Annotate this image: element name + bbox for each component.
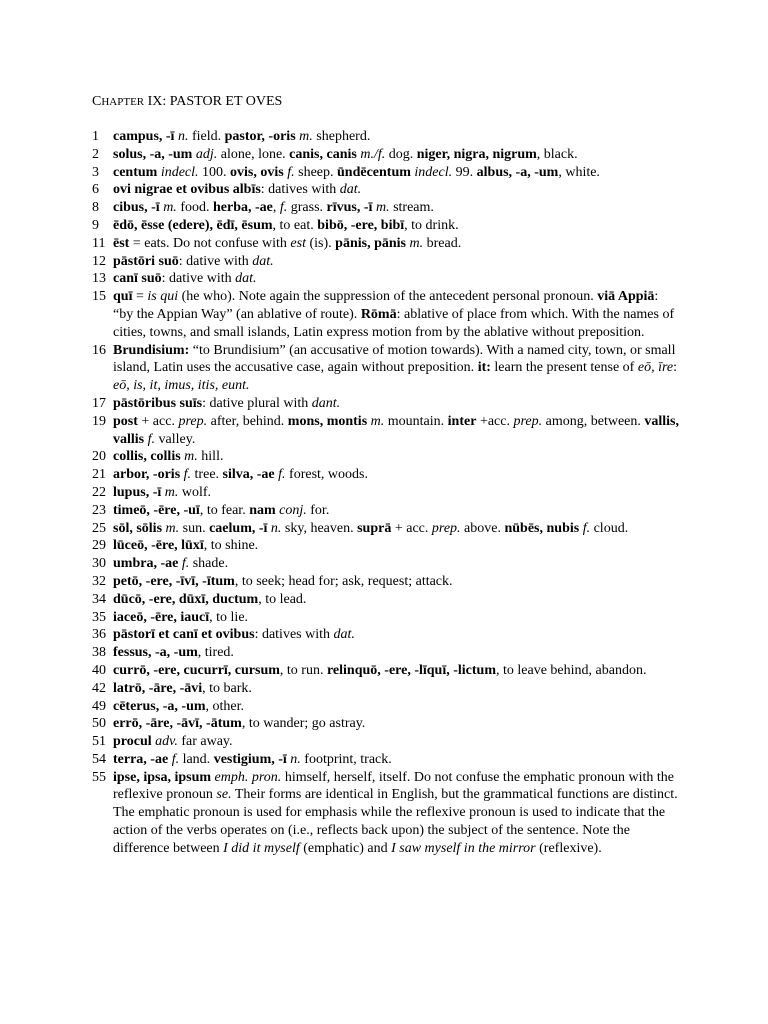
note-gloss: “to Brundisium” (an accusative of motion towards). With a named city, town, or small island, Latin uses the accusative case, again without preposition. bbox=[113, 342, 676, 376]
note-headword: cēterus, -a, -um bbox=[113, 698, 206, 714]
note-headword: Rōmā bbox=[360, 306, 397, 322]
note-headword: vallis, vallis bbox=[113, 413, 680, 447]
note-entry bbox=[92, 448, 682, 466]
note-headword: pāstōribus suīs bbox=[113, 395, 203, 411]
note-text bbox=[113, 555, 682, 573]
note-gloss: cloud. bbox=[590, 520, 629, 536]
note-gloss: sheep. bbox=[294, 164, 338, 180]
note-headword: ēdō, ēsse (edere), ēdī, ēsum bbox=[113, 217, 273, 233]
note-headword: fessus, -a, -um bbox=[113, 645, 198, 661]
note-gloss: 99. bbox=[452, 164, 477, 180]
note-headword: dūcō, -ere, dūxī, ductum bbox=[113, 591, 259, 607]
note-gloss: , tired. bbox=[197, 645, 234, 661]
note-gloss: far away. bbox=[177, 734, 233, 750]
note-headword: quī bbox=[113, 289, 133, 305]
note-text bbox=[113, 662, 682, 680]
note-entry bbox=[92, 484, 682, 502]
commentary-notes bbox=[92, 128, 682, 858]
note-italic-text: dat. bbox=[252, 253, 274, 269]
note-entry bbox=[92, 199, 682, 217]
note-text bbox=[113, 253, 682, 271]
note-gloss: , to bark. bbox=[202, 680, 252, 696]
note-gloss: + acc. bbox=[137, 413, 179, 429]
note-line-number: 50 bbox=[92, 716, 106, 732]
note-italic-text: m. bbox=[165, 520, 180, 536]
note-entry bbox=[92, 555, 682, 573]
note-italic-text: I did it myself bbox=[223, 840, 300, 856]
note-text bbox=[113, 181, 682, 199]
note-italic-text: adv. bbox=[155, 734, 178, 750]
note-gloss: valley. bbox=[155, 431, 196, 447]
note-entry bbox=[92, 537, 682, 555]
note-headword: sōl, sōlis bbox=[113, 520, 163, 536]
note-text bbox=[113, 342, 682, 395]
chapter-label-initial: C bbox=[92, 94, 102, 109]
note-gloss: : dative with bbox=[178, 253, 253, 269]
note-headword: ovis, ovis bbox=[230, 164, 284, 180]
note-headword: lupus, -ī bbox=[113, 484, 162, 500]
note-entry bbox=[92, 715, 682, 733]
note-entry bbox=[92, 217, 682, 235]
note-text bbox=[113, 288, 682, 341]
note-line-number: 20 bbox=[92, 449, 106, 465]
note-italic-text: dant. bbox=[311, 395, 341, 411]
note-headword: solus, -a, -um bbox=[113, 146, 193, 162]
note-gloss: = bbox=[132, 289, 148, 305]
note-headword: albus, -a, -um bbox=[476, 164, 559, 180]
note-headword: collis, collis bbox=[113, 449, 181, 465]
note-italic-text: n. bbox=[270, 520, 282, 536]
note-gloss: + acc. bbox=[391, 520, 432, 536]
note-gloss: , to drink. bbox=[404, 217, 459, 233]
note-gloss: tree. bbox=[191, 467, 223, 483]
note-line-number: 40 bbox=[92, 662, 106, 678]
note-entry bbox=[92, 644, 682, 662]
note-text bbox=[113, 466, 682, 484]
note-headword: nūbēs, nubis bbox=[504, 520, 580, 536]
note-entry bbox=[92, 626, 682, 644]
note-gloss: shepherd. bbox=[312, 129, 371, 144]
note-headword: terra, -ae bbox=[113, 751, 169, 767]
note-gloss: learn the present tense of bbox=[490, 360, 638, 376]
note-italic-text: f. bbox=[287, 164, 295, 180]
note-italic-text: I saw myself in the mirror bbox=[391, 840, 536, 856]
note-text bbox=[113, 680, 682, 698]
note-gloss: (he who). Note again the suppression of the antecedent personal pronoun. bbox=[178, 289, 598, 305]
note-headword: currō, -ere, cucurrī, cursum bbox=[113, 662, 280, 678]
note-italic-text: se. bbox=[216, 787, 232, 803]
note-headword: post bbox=[113, 413, 138, 429]
note-gloss: , black. bbox=[536, 146, 578, 162]
note-text bbox=[113, 591, 682, 609]
note-gloss: 100. bbox=[198, 164, 231, 180]
note-entry bbox=[92, 128, 682, 146]
note-headword: procul bbox=[113, 734, 152, 750]
note-line-number: 29 bbox=[92, 538, 106, 554]
note-gloss: field. bbox=[188, 129, 225, 144]
note-line-number: 30 bbox=[92, 556, 106, 572]
note-italic-text: is qui bbox=[147, 289, 179, 305]
note-italic-text: m. bbox=[375, 200, 390, 216]
note-line-number: 3 bbox=[92, 164, 99, 180]
note-italic-text: n. bbox=[290, 751, 301, 767]
note-headword: suprā bbox=[357, 520, 392, 536]
note-entry bbox=[92, 270, 682, 288]
chapter-label-rest: HAPTER bbox=[101, 96, 145, 108]
note-line-number: 2 bbox=[92, 146, 99, 162]
note-italic-text: indecl. bbox=[414, 164, 453, 180]
note-headword: inter bbox=[447, 413, 477, 429]
note-headword: umbra, -ae bbox=[113, 556, 179, 572]
note-text bbox=[113, 733, 682, 751]
note-entry bbox=[92, 181, 682, 199]
note-line-number: 16 bbox=[92, 342, 106, 358]
note-italic-text: f. bbox=[181, 556, 190, 572]
note-headword: ovi nigrae et ovibus albīs bbox=[113, 182, 261, 198]
note-entry bbox=[92, 342, 682, 395]
note-line-number: 49 bbox=[92, 698, 106, 714]
note-headword: arbor, -oris bbox=[113, 467, 181, 483]
note-headword: iaceō, -ēre, iaucī bbox=[113, 609, 210, 625]
note-line-number: 22 bbox=[92, 484, 106, 500]
note-gloss: stream. bbox=[389, 200, 434, 216]
note-headword: rīvus, -ī bbox=[326, 200, 373, 216]
note-line-number: 51 bbox=[92, 734, 106, 750]
note-line-number: 9 bbox=[92, 217, 99, 233]
note-gloss: grass. bbox=[287, 200, 327, 216]
note-entry bbox=[92, 591, 682, 609]
note-text bbox=[113, 751, 682, 769]
note-headword: campus, -ī bbox=[113, 129, 175, 144]
note-italic-text: eō, is, it, imus, itis, eunt. bbox=[113, 378, 250, 394]
note-headword: Brundisium: bbox=[113, 342, 190, 358]
note-gloss: mountain. bbox=[384, 413, 448, 429]
note-gloss: (is). bbox=[305, 235, 336, 251]
note-gloss: for. bbox=[306, 502, 330, 518]
note-entry bbox=[92, 235, 682, 253]
note-gloss: footprint, track. bbox=[300, 751, 392, 767]
note-italic-text: adj. bbox=[195, 146, 218, 162]
note-gloss: dog. bbox=[385, 146, 417, 162]
note-italic-text: eō, īre bbox=[637, 360, 674, 376]
note-gloss: food. bbox=[176, 200, 213, 216]
note-entry bbox=[92, 662, 682, 680]
note-line-number: 21 bbox=[92, 467, 106, 483]
note-gloss: (emphatic) and bbox=[299, 840, 392, 856]
note-gloss: , to fear. bbox=[199, 502, 250, 518]
note-gloss: : datives with bbox=[254, 627, 334, 643]
note-line-number: 8 bbox=[92, 200, 99, 216]
note-italic-text: m. bbox=[370, 413, 385, 429]
note-italic-text: m. bbox=[184, 449, 198, 465]
note-entry bbox=[92, 520, 682, 538]
note-italic-text: emph. pron. bbox=[214, 769, 282, 785]
note-line-number: 17 bbox=[92, 395, 106, 411]
note-italic-text: dat. bbox=[235, 271, 257, 287]
note-headword: cibus, -ī bbox=[113, 200, 160, 216]
note-headword: lūceō, -ēre, lūxī bbox=[113, 538, 204, 554]
note-line-number: 25 bbox=[92, 520, 106, 536]
note-headword: mons, montis bbox=[287, 413, 368, 429]
note-gloss: , to eat. bbox=[272, 217, 318, 233]
note-italic-text: dat. bbox=[333, 627, 355, 643]
note-entry bbox=[92, 698, 682, 716]
note-italic-text: f. bbox=[183, 467, 192, 483]
note-gloss: himself, herself, itself. Do not confuse the emphatic pronoun with the reflexive pronoun bbox=[113, 769, 674, 803]
note-italic-text: prep. bbox=[431, 520, 461, 536]
note-entry bbox=[92, 253, 682, 271]
note-entry bbox=[92, 609, 682, 627]
note-italic-text: f. bbox=[279, 200, 288, 216]
note-gloss: (reflexive). bbox=[535, 840, 602, 856]
note-italic-text: indecl. bbox=[160, 164, 199, 180]
note-text bbox=[113, 484, 682, 502]
note-italic-text: est bbox=[290, 235, 306, 251]
note-line-number: 34 bbox=[92, 591, 106, 607]
note-italic-text: prep. bbox=[513, 413, 543, 429]
note-italic-text: prep. bbox=[178, 413, 208, 429]
note-text bbox=[113, 626, 682, 644]
note-italic-text: f. bbox=[147, 431, 156, 447]
note-italic-text: f. bbox=[171, 751, 180, 767]
note-entry bbox=[92, 573, 682, 591]
note-gloss: , white. bbox=[558, 164, 600, 180]
note-line-number: 13 bbox=[92, 271, 106, 287]
note-gloss: Their forms are identical in English, but the grammatical functions are distinct. The emphatic pronoun is used for emphasis while the reflexive pronoun is used to indicate that the action of the verbs operates on (i.e., reflects back upon) the subject of the sentence. Note the difference between bbox=[113, 787, 678, 856]
note-headword: canis, canis bbox=[289, 146, 357, 162]
note-entry bbox=[92, 146, 682, 164]
note-headword: canī suō bbox=[113, 271, 162, 287]
note-gloss: +acc. bbox=[476, 413, 514, 429]
note-line-number: 15 bbox=[92, 289, 106, 305]
note-gloss: , to wander; go astray. bbox=[241, 716, 366, 732]
note-text bbox=[113, 573, 682, 591]
note-gloss: , to lead. bbox=[258, 591, 307, 607]
note-gloss: alone, lone. bbox=[217, 146, 290, 162]
note-gloss: , bbox=[272, 200, 280, 216]
note-line-number: 1 bbox=[92, 129, 99, 144]
note-text bbox=[113, 520, 682, 538]
note-headword: it: bbox=[477, 360, 491, 376]
note-gloss: forest, woods. bbox=[285, 467, 368, 483]
note-gloss: : dative plural with bbox=[202, 395, 312, 411]
note-headword: bibō, -ere, bibī bbox=[317, 217, 405, 233]
note-italic-text: m./f. bbox=[360, 146, 386, 162]
note-text bbox=[113, 769, 682, 858]
note-text bbox=[113, 537, 682, 555]
note-line-number: 23 bbox=[92, 502, 106, 518]
note-entry bbox=[92, 288, 682, 341]
note-gloss: = eats. Do not confuse with bbox=[129, 235, 291, 251]
note-gloss: bread. bbox=[423, 235, 462, 251]
note-text bbox=[113, 235, 682, 253]
note-headword: herba, -ae bbox=[212, 200, 273, 216]
note-headword: niger, nigra, nigrum bbox=[416, 146, 537, 162]
note-gloss: above. bbox=[460, 520, 505, 536]
note-line-number: 32 bbox=[92, 573, 106, 589]
note-text bbox=[113, 128, 682, 146]
note-line-number: 12 bbox=[92, 253, 106, 269]
note-gloss: , to seek; head for; ask, request; attack. bbox=[234, 573, 453, 589]
note-headword: errō, -āre, -āvī, -ātum bbox=[113, 716, 242, 732]
note-gloss: : “by the Appian Way” (an ablative of route). bbox=[113, 289, 659, 322]
note-headword: pānis, pānis bbox=[335, 235, 406, 251]
note-entry bbox=[92, 733, 682, 751]
note-entry bbox=[92, 502, 682, 520]
chapter-title bbox=[92, 92, 282, 112]
note-line-number: 35 bbox=[92, 609, 106, 625]
note-italic-text: m. bbox=[164, 484, 179, 500]
note-line-number: 19 bbox=[92, 413, 106, 429]
note-text bbox=[113, 448, 682, 466]
note-gloss: shade. bbox=[189, 556, 229, 572]
note-gloss: : bbox=[673, 360, 677, 376]
note-italic-text: dat. bbox=[339, 182, 362, 198]
note-headword: latrō, -āre, -āvi bbox=[113, 680, 203, 696]
note-gloss: , other. bbox=[205, 698, 245, 714]
note-italic-text: m. bbox=[299, 129, 313, 144]
note-italic-text: f. bbox=[278, 467, 286, 483]
note-line-number: 55 bbox=[92, 769, 106, 785]
note-gloss: land. bbox=[179, 751, 214, 767]
note-gloss: , to lie. bbox=[209, 609, 249, 625]
note-text bbox=[113, 609, 682, 627]
note-text bbox=[113, 395, 682, 413]
note-headword: pāstorī et canī et ovibus bbox=[113, 627, 255, 643]
note-gloss: after, behind. bbox=[207, 413, 288, 429]
note-entry bbox=[92, 466, 682, 484]
note-line-number: 36 bbox=[92, 627, 106, 643]
note-entry bbox=[92, 751, 682, 769]
note-gloss: hill. bbox=[197, 449, 224, 465]
note-headword: ūndēcentum bbox=[337, 164, 411, 180]
note-gloss: wolf. bbox=[178, 484, 212, 500]
note-headword: petō, -ere, -īvī, -ītum bbox=[113, 573, 235, 589]
note-headword: silva, -ae bbox=[222, 467, 275, 483]
note-gloss: , to run. bbox=[279, 662, 327, 678]
note-entry bbox=[92, 164, 682, 182]
note-text bbox=[113, 715, 682, 733]
note-headword: pāstōri suō bbox=[113, 253, 179, 269]
note-headword: pastor, -oris bbox=[224, 129, 296, 144]
note-gloss: , to shine. bbox=[203, 538, 259, 554]
note-gloss: sun. bbox=[179, 520, 210, 536]
note-headword: ipse, ipsa, ipsum bbox=[113, 769, 212, 785]
note-text bbox=[113, 270, 682, 288]
note-gloss: : datives with bbox=[260, 182, 340, 198]
note-italic-text: f. bbox=[582, 520, 591, 536]
note-headword: timeō, -ēre, -uī bbox=[113, 502, 200, 518]
note-headword: vestigium, -ī bbox=[213, 751, 287, 767]
note-text bbox=[113, 644, 682, 662]
chapter-heading: IX: PASTOR ET OVES bbox=[144, 94, 283, 109]
note-text bbox=[113, 146, 682, 164]
note-italic-text: m. bbox=[409, 235, 424, 251]
note-line-number: 38 bbox=[92, 645, 106, 661]
note-line-number: 6 bbox=[92, 182, 99, 198]
note-italic-text: conj. bbox=[279, 502, 307, 518]
note-gloss: , to leave behind, abandon. bbox=[496, 662, 647, 678]
note-headword: nam bbox=[249, 502, 276, 518]
note-gloss: : dative with bbox=[161, 271, 236, 287]
note-line-number: 42 bbox=[92, 680, 106, 696]
note-headword: caelum, -ī bbox=[209, 520, 268, 536]
note-headword: viā Appiā bbox=[597, 289, 655, 305]
note-entry bbox=[92, 413, 682, 449]
note-line-number: 11 bbox=[92, 235, 106, 251]
note-text bbox=[113, 698, 682, 716]
note-line-number: 54 bbox=[92, 751, 106, 767]
note-gloss: sky, heaven. bbox=[281, 520, 358, 536]
note-headword: centum bbox=[113, 164, 158, 180]
note-text bbox=[113, 217, 682, 235]
note-entry bbox=[92, 769, 682, 858]
note-gloss: : ablative of place from which. With the names of cities, towns, and small islands, Latin express motion from by the ablative without preposition. bbox=[113, 306, 675, 340]
note-entry bbox=[92, 680, 682, 698]
note-text bbox=[113, 502, 682, 520]
note-headword: relinquō, -ere, -līquī, -lictum bbox=[326, 662, 497, 678]
note-gloss: among, between. bbox=[542, 413, 645, 429]
note-headword: ēst bbox=[113, 235, 130, 251]
note-text bbox=[113, 164, 682, 182]
note-entry bbox=[92, 395, 682, 413]
note-text bbox=[113, 199, 682, 217]
note-italic-text: m. bbox=[163, 200, 177, 216]
note-italic-text: n. bbox=[177, 129, 189, 144]
note-text bbox=[113, 413, 682, 449]
